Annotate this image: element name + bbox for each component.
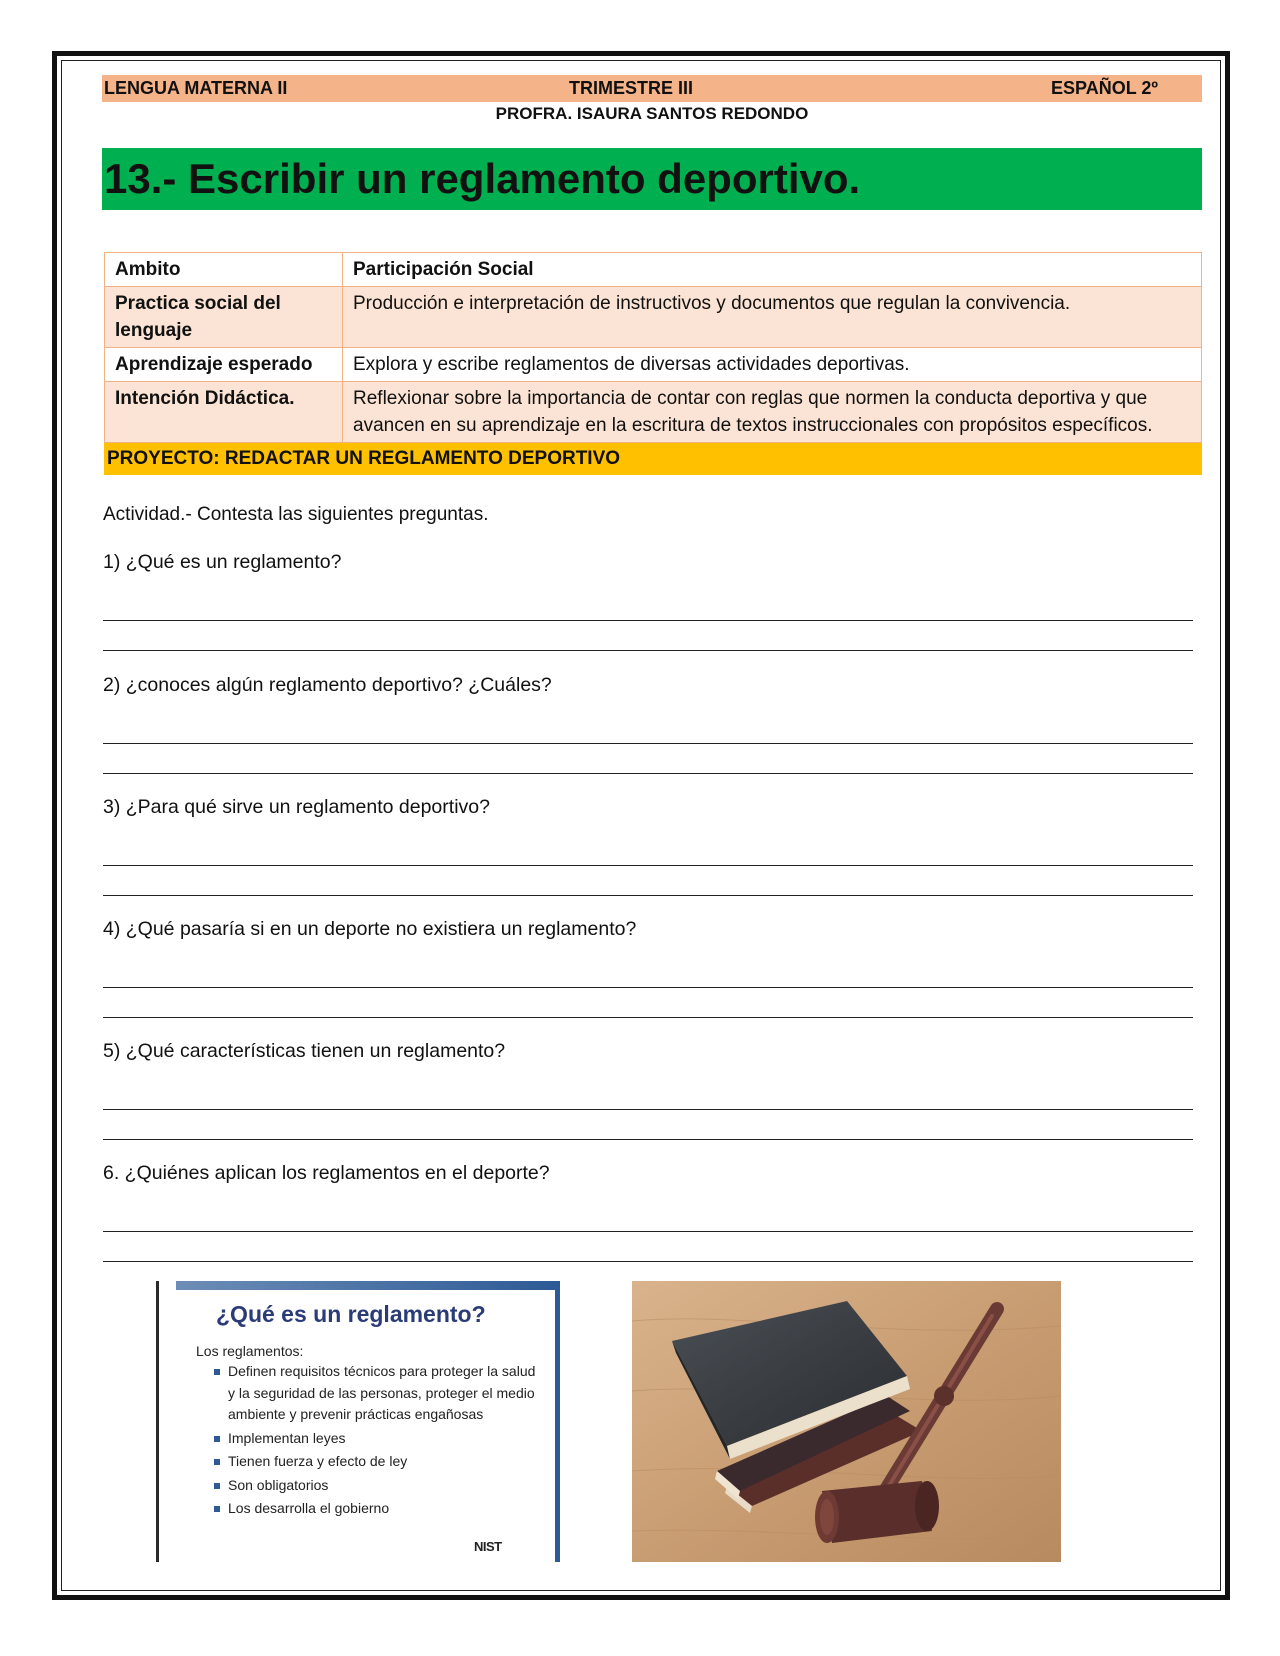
question-2: 2) ¿conoces algún reglamento deportivo? ¿Cuáles? xyxy=(103,674,552,696)
slide-lead: Los reglamentos: xyxy=(196,1343,304,1359)
question-3: 3) ¿Para qué sirve un reglamento deportivo? xyxy=(103,796,490,818)
answer-line[interactable] xyxy=(103,865,1193,866)
slide-title: ¿Qué es un reglamento? xyxy=(216,1301,486,1327)
table-row xyxy=(105,382,1202,443)
answer-line[interactable] xyxy=(103,1017,1193,1018)
answer-line[interactable] xyxy=(103,987,1193,988)
slide-left-edge xyxy=(156,1281,159,1562)
project-row xyxy=(105,443,1202,475)
slide-right-bar xyxy=(555,1290,560,1562)
project-label: PROYECTO: REDACTAR UN REGLAMENTO DEPORTIVO xyxy=(105,443,1202,475)
books-and-gavel-image xyxy=(632,1281,1061,1562)
header-bar xyxy=(102,75,1202,102)
answer-line[interactable] xyxy=(103,1231,1193,1232)
teacher-name: PROFRA. ISAURA SANTOS REDONDO xyxy=(495,104,809,123)
table-row xyxy=(105,348,1202,382)
question-4: 4) ¿Qué pasaría si en un deporte no existiera un reglamento? xyxy=(103,918,637,940)
slide-bullet: Definen requisitos técnicos para proteger la salud y la seguridad de las personas, proteger el medio ambiente y prevenir prácticas engañosas xyxy=(214,1361,544,1426)
info-table xyxy=(104,252,1202,475)
answer-line[interactable] xyxy=(103,1109,1193,1110)
slide-bullet-list xyxy=(214,1361,544,1522)
answer-line[interactable] xyxy=(103,1261,1193,1262)
reglamento-slide-image xyxy=(156,1281,560,1562)
header-grade: ESPAÑOL 2º xyxy=(1051,78,1158,98)
title-banner xyxy=(102,148,1202,210)
answer-line[interactable] xyxy=(103,895,1193,896)
slide-bullet: Son obligatorios xyxy=(214,1475,544,1497)
header-term: TRIMESTRE III xyxy=(568,78,693,98)
row-value: Reflexionar sobre la importancia de contar con reglas que normen la conducta deportiva y que avancen en su aprendizaje en la escritura de textos instruccionales con propósitos específicos. xyxy=(343,382,1202,443)
question-5: 5) ¿Qué características tienen un reglamento? xyxy=(103,1040,506,1062)
row-label: Aprendizaje esperado xyxy=(105,348,343,382)
page-title: 13.- Escribir un reglamento deportivo. xyxy=(104,155,861,202)
header-subject: LENGUA MATERNA II xyxy=(104,78,288,98)
row-label: Practica social del lenguaje xyxy=(105,287,343,348)
slide-bullet: Tienen fuerza y efecto de ley xyxy=(214,1451,544,1473)
question-6: 6. ¿Quiénes aplican los reglamentos en el deporte? xyxy=(103,1162,550,1184)
answer-line[interactable] xyxy=(103,620,1193,621)
books-gavel-photo xyxy=(632,1281,1061,1562)
table-row xyxy=(105,287,1202,348)
row-value: Producción e interpretación de instructivos y documentos que regulan la convivencia. xyxy=(343,287,1202,348)
row-value: Participación Social xyxy=(343,253,1202,287)
row-label: Intención Didáctica. xyxy=(105,382,343,443)
row-label: Ambito xyxy=(105,253,343,287)
row-value: Explora y escribe reglamentos de diversas actividades deportivas. xyxy=(343,348,1202,382)
table-row xyxy=(105,253,1202,287)
answer-line[interactable] xyxy=(103,650,1193,651)
slide-bullet: Implementan leyes xyxy=(214,1428,544,1450)
answer-line[interactable] xyxy=(103,773,1193,774)
answer-line[interactable] xyxy=(103,1139,1193,1140)
slide-top-bar xyxy=(176,1281,560,1290)
activity-instruction: Actividad.- Contesta las siguientes preguntas. xyxy=(103,504,489,525)
question-1: 1) ¿Qué es un reglamento? xyxy=(103,551,342,573)
answer-line[interactable] xyxy=(103,743,1193,744)
nist-logo: NIST xyxy=(474,1539,502,1554)
slide-bullet: Los desarrolla el gobierno xyxy=(214,1498,544,1520)
